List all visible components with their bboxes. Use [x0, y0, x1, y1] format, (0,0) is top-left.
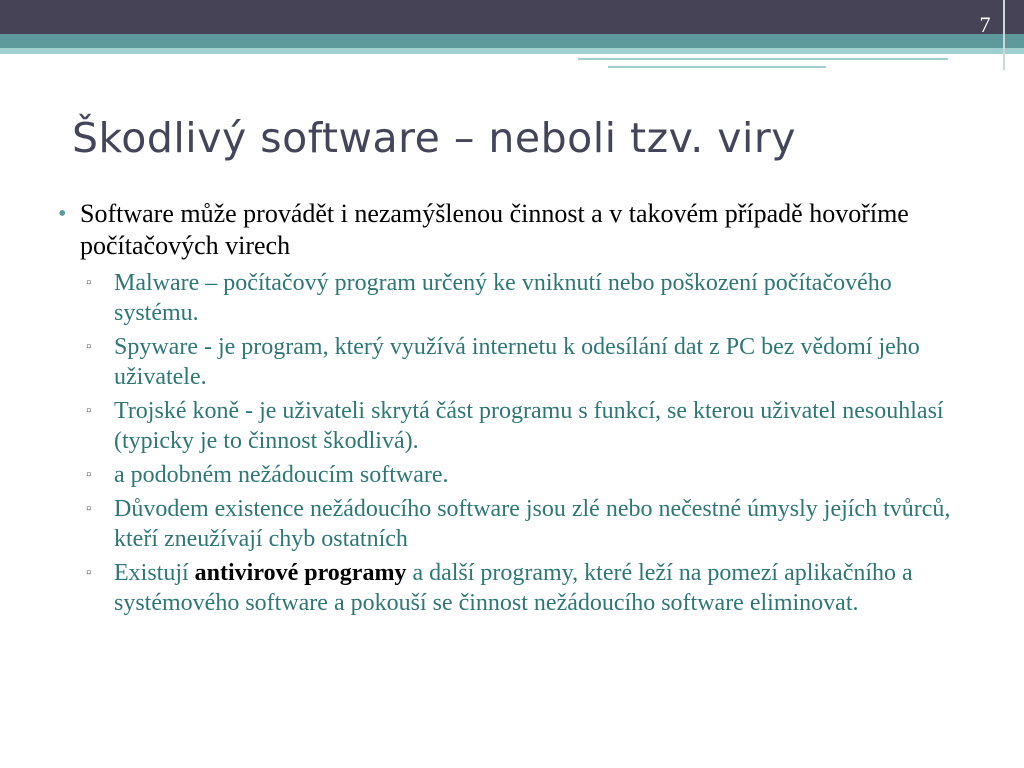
- sub-bullet-item: [58, 494, 958, 554]
- header-teal-band: [0, 34, 1024, 48]
- sub-bullet-text: Důvodem existence nežádoucího software jsou zlé nebo nečestné úmysly jejích tvůrců, kteří zneužívají chyb ostatních: [114, 496, 951, 552]
- square-bullet-icon: ▫: [86, 403, 92, 419]
- sub-bullet-item: [58, 268, 958, 328]
- sub-bullet-text: Trojské koně - je uživateli skrytá část programu s funkcí, se kterou uživatel nesouhlasí (typicky je to činnost škodlivá).: [114, 398, 944, 454]
- square-bullet-icon: ▫: [86, 565, 92, 581]
- header-dark-band: [0, 0, 1024, 34]
- sub-bullet-text: a podobném nežádoucím software.: [114, 462, 449, 488]
- decorative-vertical-line: [1003, 0, 1005, 70]
- square-bullet-icon: ▫: [86, 501, 92, 517]
- bullet-item: [58, 198, 958, 262]
- slide-title: Škodlivý software – neboli tzv. viry: [72, 114, 797, 162]
- sub-bullet-text-before: Existují: [114, 560, 195, 586]
- sub-bullet-text: Spyware - je program, který využívá internetu k odesílání dat z PC bez vědomí jeho uživatele.: [114, 334, 920, 390]
- sub-bullet-item: [58, 396, 958, 456]
- square-bullet-icon: ▫: [86, 467, 92, 483]
- sub-bullet-list: [58, 268, 958, 618]
- sub-bullet-item: [58, 332, 958, 392]
- sub-bullet-text: Malware – počítačový program určený ke vniknutí nebo poškození počítačového systému.: [114, 270, 892, 326]
- square-bullet-icon: ▫: [86, 275, 92, 291]
- sub-bullet-text-after: a další programy, které leží na pomezí aplikačního a systémového software a pokouší se činnost nežádoucího software eliminovat.: [114, 560, 913, 616]
- sub-bullet-item: [58, 558, 958, 618]
- round-bullet-icon: •: [58, 201, 67, 227]
- bullet-text: Software může provádět i nezamýšlenou činnost a v takovém případě hovoříme počítačových virech: [80, 199, 909, 260]
- slide-number: 7: [979, 12, 991, 37]
- sub-bullet-item: [58, 460, 958, 490]
- header-light-band: [0, 48, 1024, 54]
- decorative-line: [608, 66, 826, 68]
- slide-body: [58, 198, 958, 622]
- square-bullet-icon: ▫: [86, 339, 92, 355]
- emphasized-term: antivirové programy: [194, 560, 407, 586]
- decorative-line: [578, 58, 948, 60]
